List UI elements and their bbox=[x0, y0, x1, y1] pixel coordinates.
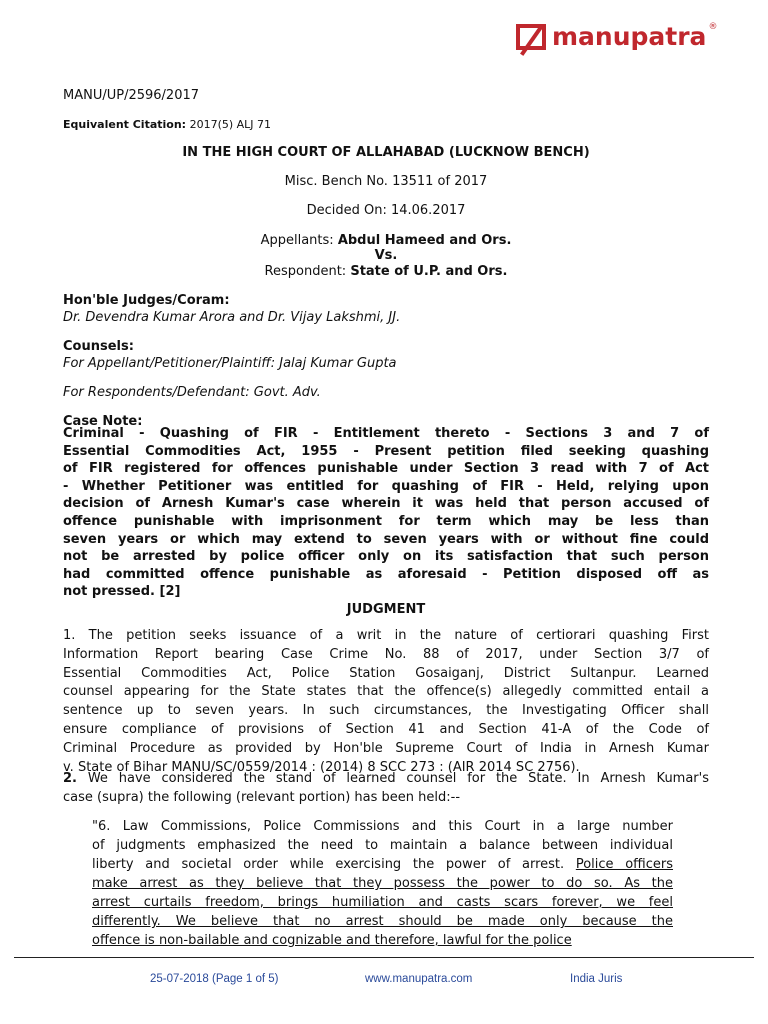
text-line: 2. We have considered the stand of learned counsel for the State. In Arnesh Kumar's bbox=[63, 771, 709, 786]
bench-number: Misc. Bench No. 13511 of 2017 bbox=[284, 174, 488, 189]
equivalent-citation-label: Equivalent Citation: bbox=[63, 118, 187, 131]
text-line: "6. Law Commissions, Police Commissions and this Court in a large number bbox=[92, 819, 673, 834]
manupatra-logo bbox=[516, 22, 717, 51]
text-line: Information Report bearing Case Crime No. 88 of 2017, under Section 3/7 of bbox=[63, 646, 709, 662]
footer-date: 25-07-2018 (Page 1 of 5) bbox=[150, 973, 279, 985]
judges-names: Dr. Devendra Kumar Arora and Dr. Vijay Lakshmi, JJ. bbox=[63, 310, 401, 325]
text-line: counsel appearing for the State states that the offence(s) allegedly committed entail a bbox=[63, 684, 709, 700]
text-line: make arrest as they believe that they possess the power to do so. As the bbox=[92, 876, 673, 891]
text-line: of judgments emphasized the need to maintain a balance between individual bbox=[92, 838, 673, 853]
text-line: arrest curtails freedom, brings humiliation and casts scars forever, we feel bbox=[92, 895, 673, 910]
text-line: seven years or which may extend to seven years with or without fine could bbox=[63, 531, 709, 547]
decided-on: Decided On: 14.06.2017 bbox=[306, 203, 466, 218]
respondent-value: State of U.P. and Ors. bbox=[350, 264, 508, 279]
text-line: Criminal Procedure as provided by Hon'ble Supreme Court of India in Arnesh Kumar bbox=[63, 740, 709, 756]
paragraph-2 bbox=[63, 770, 709, 808]
text-line: offence is non-bailable and cognizable and therefore, lawful for the police bbox=[92, 933, 572, 948]
appellants bbox=[63, 233, 709, 248]
manupatra-mark-icon bbox=[516, 24, 546, 50]
appellants-label: Appellants: bbox=[260, 233, 334, 248]
text-line: - Whether Petitioner was entitled for quashing of FIR - Held, relying upon bbox=[63, 478, 709, 494]
text-line: decision of Arnesh Kumar's case wherein it was held that person accused of bbox=[63, 496, 709, 512]
text-line: not pressed. [2] bbox=[63, 584, 181, 600]
counsel-appellant: For Appellant/Petitioner/Plaintiff: Jalaj Kumar Gupta bbox=[63, 356, 397, 371]
text-line: of FIR registered for offences punishable under Section 3 read with 7 of Act bbox=[63, 461, 709, 477]
text-line: v. State of Bihar MANU/SC/0559/2014 : (2014) 8 SCC 273 : (AIR 2014 SC 2756). bbox=[63, 759, 580, 775]
footer-site-link[interactable]: www.manupatra.com bbox=[365, 973, 473, 985]
footer-brand: India Juris bbox=[570, 973, 623, 985]
respondent bbox=[63, 264, 709, 279]
equivalent-citation bbox=[63, 118, 709, 131]
text-line: offence punishable with imprisonment for term which may be less than bbox=[63, 513, 709, 529]
registered-mark: ® bbox=[708, 22, 718, 32]
case-note-text bbox=[63, 425, 709, 601]
counsel-respondent: For Respondents/Defendant: Govt. Adv. bbox=[63, 385, 321, 400]
respondent-label: Respondent: bbox=[264, 264, 347, 279]
court-name: IN THE HIGH COURT OF ALLAHABAD (LUCKNOW BENCH) bbox=[182, 145, 590, 160]
text-line: Essential Commodities Act, Police Station Gosaiganj, District Sultanpur. Learned bbox=[63, 665, 709, 681]
versus: Vs. bbox=[374, 248, 398, 263]
appellants-value: Abdul Hameed and Ors. bbox=[337, 233, 512, 248]
quoted-passage bbox=[92, 817, 673, 950]
text-line: liberty and societal order while exercising the power of arrest. Police officers bbox=[92, 857, 674, 872]
citation: MANU/UP/2596/2017 bbox=[63, 88, 200, 103]
equivalent-citation-value: 2017(5) ALJ 71 bbox=[189, 118, 272, 131]
underlined-text: Police officers bbox=[575, 857, 674, 872]
text-line: ensure compliance of provisions of Section 41 and Section 41-A of the Code of bbox=[63, 721, 709, 737]
judgment-heading: JUDGMENT bbox=[346, 602, 426, 617]
logo-text: manupatra bbox=[552, 22, 707, 51]
text-line: case (supra) the following (relevant portion) has been held:-- bbox=[63, 789, 461, 805]
paragraph-number: 2. bbox=[63, 771, 77, 786]
footer-divider bbox=[14, 957, 754, 958]
case-note-heading: Case Note: bbox=[63, 414, 143, 429]
text-line: 1. The petition seeks issuance of a writ in the nature of certiorari quashing First bbox=[63, 628, 709, 643]
text-line: Essential Commodities Act, 1955 - Present petition filed seeking quashing bbox=[63, 443, 709, 459]
text-line: not be arrested by police officer only on its satisfaction that such person bbox=[63, 549, 709, 565]
text-line: sentence up to seven years. In such circumstances, the Investigating Officer shall bbox=[63, 703, 709, 719]
text-line: differently. We believe that no arrest should be made only because the bbox=[92, 914, 673, 929]
counsels-heading: Counsels: bbox=[63, 339, 134, 354]
paragraph-1 bbox=[63, 627, 709, 777]
judges-heading: Hon'ble Judges/Coram: bbox=[63, 293, 230, 308]
text-line: had committed offence punishable as aforesaid - Petition disposed off as bbox=[63, 566, 709, 582]
text-line: Criminal - Quashing of FIR - Entitlement thereto - Sections 3 and 7 of bbox=[63, 426, 709, 441]
